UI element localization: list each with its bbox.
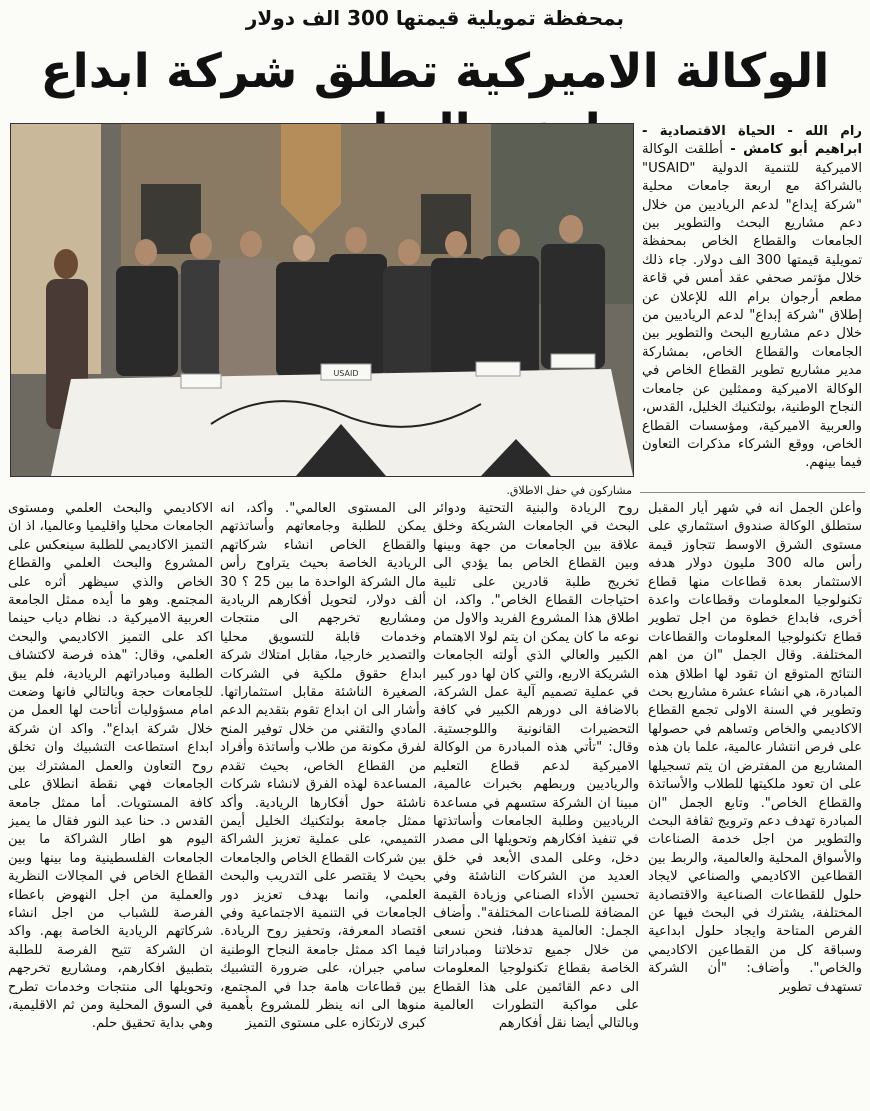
article-column-3 [220,500,426,1108]
lead-text: أطلقت الوكالة الاميركية للتنمية الدولية "USAID" بالشراكة مع اربعة جامعات محلية "شركة إبداع" لدعم الرياديين من خلال دعم مشاريع البحث والتطوير بين الجامعات والقطاع الخاص بمحفظة تمويلية قيمتها 300 الف دولار. جاء ذلك خلال مؤتمر صحفي عقد أمس في قاعة مطعم أرجوان برام الله للإعلان عن إطلاق "شركة إبداع" لدعم الرياديين من خلال دعم مشاريع البحث والتطوير بين الجامعات والقطاع الخاص، بمشاركة مدير مشاريع تطوير القطاع الخاص في الوكالة الاميركية وممثلين عن جامعات النجاح الوطنية، بولتكنيك الخليل، القدس، والعربية الاميركية، ومؤسسات القطاع الخاص، ووقع الشركاء مذكرات التعاون فيما بينهم. [642,142,862,471]
event-photo [10,123,634,477]
byline: رام الله - الحياة الاقتصادية - ابراهيم أبو كامش - [642,124,862,158]
article-kicker: بمحفظة تمويلية قيمتها 300 الف دولار [245,6,625,30]
photo-caption: مشاركون في حفل الاطلاق. [506,484,632,497]
column-1-text: وأعلن الجمل انه في شهر أيار المقبل ستطلق الوكالة صندوق استثماري على مستوى الشرق الاوسط تتجاوز قيمة رأس ماله 300 مليون دولار هدفه الاستثمار بعدة قطاعات منها قطاع تكنولوجيا المعلومات وقطاعات واعدة أخرى، فابداع خطوة من اجل تطوير قطاع تكنولوجيا المعلومات والقطاعات المختلفة. وقال الجمل "ان من اهم النتائج المتوقع ان تقود لها اطلاق هذه المبادرة، هي انشاء عشرة مشاريع بحث وتطوير في السنة الاولى تجمع القطاع الاكاديمي والخاص وتساهم في حصولها على فرص انتشار عالمية، علما بان هذه المشاريع من المفترض ان يتم تسجيلها على ان تعود ملكيتها للطلاب والأساتذة والقطاع الخاص". وتابع الجمل "ان المبادرة تهدف دعم وترويج ثقافة البحث والتطوير من اجل خدمة الصناعات والأسواق المحلية والعالمية، والربط بين القطاعين الاكاديمي والصناعي لايجاد حلول للقطاعات الصناعية والاقتصادية المختلفة، يشترك في البحث فيها عن الفرص المتاحة وايجاد حلول ابداعية وسباقة كل من القطاعين الاكاديمي والخاص". وأضاف: "أن الشركة تستهدف تطوير [648,501,862,995]
article-column-2 [433,500,639,1108]
column-4-text: الاكاديمي والبحث العلمي ومستوى الجامعات محليا واقليميا وعالميا، اذ ان التميز الاكاديمي للطلبة سينعكس على المشروع والبحث العلمي والقطاع الخاص والذي سيظهر أثره على المجتمع. وهو ما أيده ممثل الجامعة العربية الاميركية د. نظام دياب حينما اكد على التميز الاكاديمي والبحث العلمي، وقال: "هذه فرصة لاكتشاف الطلبة ومبادراتهم الريادية، فلم يبق للجامعات حجة وبالتالي فانها وضعت امام مسؤوليات أتاحت لها العمل من خلال شركة ابداع". واكد ان شركة ابداع استطاعت التشبيك وان تخلق روح التعاون والعمل المشترك بين الجامعات فهي نقطة انطلاق على كافة المستويات. أما ممثل جامعة القدس د. حنا عبد النور فقال ما يميز اليوم هو اطار الشراكة ما بين الجامعات الفلسطينية وما بينها وبين القطاع الخاص في المجالات النظرية والعملية من اجل النهوض باعطاء الفرصة للشباب من اجل انشاء شركاتهم الريادية الخاصة بهم. واكد ان الشركة تتيح الفرصة للطلبة بتطبيق افكارهم، ومشاريع تخرجهم وتحويلها الى منتجات وخدمات تطرح في السوق المحلية ومن ثم الاقليمية، وهي بداية تحقيق حلم. [8,501,213,1032]
article-headline: الوكالة الاميركية تطلق شركة ابداع [40,44,830,99]
divider [640,492,865,493]
article-column-4 [8,500,213,1108]
usaid-table-sign: USAID [333,369,359,378]
lead-paragraph [642,123,862,506]
column-2-text: روح الريادة والبنية التحتية ودوائر البحث في الجامعات الشريكة وخلق علاقة بين الجامعات من جهة وبينها وبين القطاع الخاص بما يؤدي الى تخريج طلبة قادرين على تلبية احتياجات القطاع الخاص". واكد، ان اطلاق هذا المشروع الفريد والاول من نوعه ما كان يمكن ان يتم لولا الاهتمام الكبير والعالي الذي أولته الجامعات الشريكة الاربع، والتي كان لها دور كبير في عملية تصميم آلية عمل الشركة، بالاضافة الى دورهم الكبير في كافة التحضيرات القانونية واللوجستية. وقال: "تأتي هذه المبادرة من الوكالة الاميركية لدعم قطاع التعليم والرياديين وربطهم بخبرات عالمية، مبينا ان الشركة ستسهم في مساعدة الرياديين وطلبة الجامعات وأساتذتها في تنفيذ افكارهم وتحويلها الى مصدر دخل، وعلى المدى الأبعد في خلق العديد من الشركات الناشئة وفي تحسين الأداء الصناعي وزيادة القيمة المضافة للصناعات المختلفة". وأضاف الجمل: العالمية هدفنا، فنحن نسعى من خلال جميع تدخلاتنا ومبادراتنا الخاصة بقطاع تكنولوجيا المعلومات الى دعم القائمين على هذا القطاع على مواكبة التطورات العالمية وبالتالي أيضا نقل أفكارهم [433,501,639,1032]
article-column-1 [648,500,862,1108]
column-3-text: الى المستوى العالمي". وأكد، انه يمكن للطلبة وجامعاتهم وأساتذتهم والقطاع الخاص انشاء شركاتهم الريادية الخاصة بحيث يتراوح رأس مال الشركة الواحدة ما بين 25 ؟ 30 ألف دولار، لتحويل أفكارهم الريادية ومشاريع تخرجهم الى منتجات وخدمات قابلة للتسويق محليا والتصدير خارجيا، مقابل امتلاك شركة ابداع حقوق ملكية في الشركات الصغيرة الناشئة مقابل استثماراتها. وأشار الى ان ابداع تقوم بتقديم الدعم المادي والتقني من خلال توفير المنح لفرق مكونة من طلاب وأساتذة وأفراد من القطاع الخاص، بحيث تقدم المساعدة لهذه الفرق لانشاء شركات ناشئة حول أفكارها الريادية. وأكد ممثل جامعة بولتكنيك الخليل أيمن التميمي، على عملية تعزيز الشراكة بين شركات القطاع الخاص والجامعات بحيث لا يقتصر على التدريب والبحث العلمي، وانما بهدف تعزيز دور الجامعات في التنمية الاجتماعية وفي اقتصاد المعرفة، وتحفيز روح الريادة. فيما اكد ممثل جامعة النجاح الوطنية سامي جبران، على ضرورة التشبيك بين قطاعات هامة جدا في المجتمع، منوها الى انه ينظر للمشروع بأهمية كبرى لارتكازه على مستوى التميز [220,501,426,1032]
event-photo-illustration [11,124,633,476]
